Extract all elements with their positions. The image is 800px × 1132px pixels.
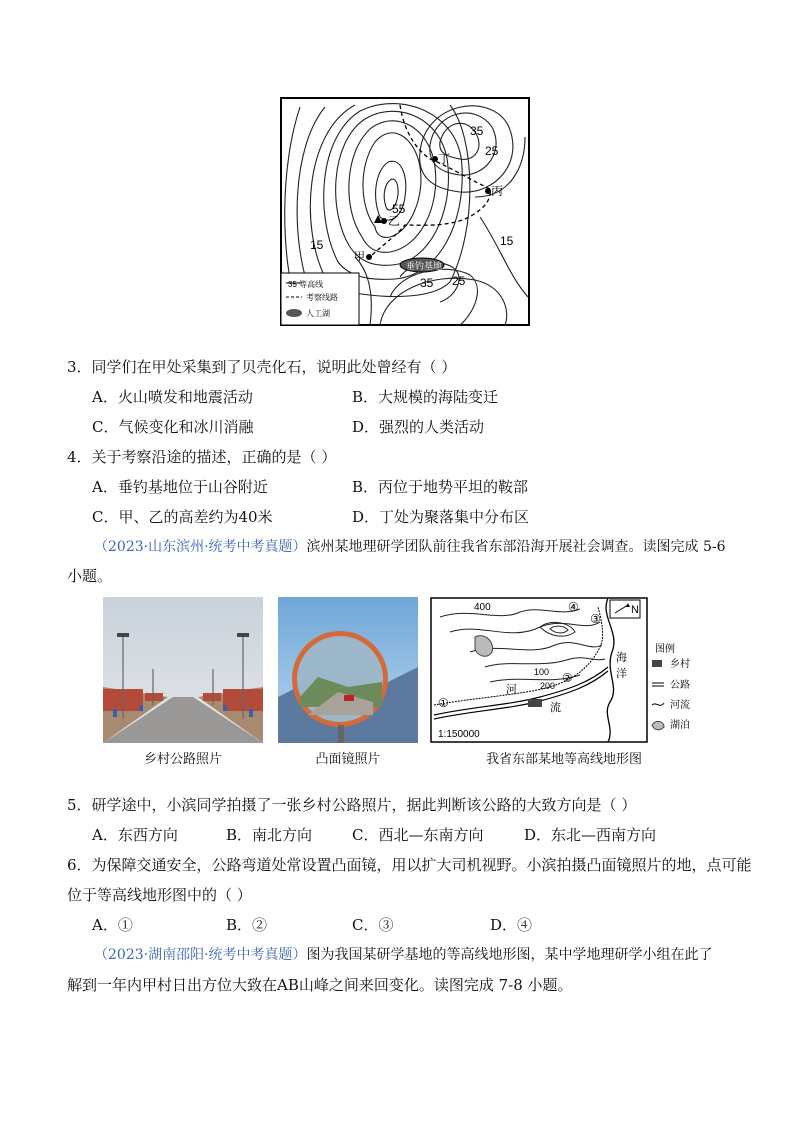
legend-village: 乡村 [670, 659, 690, 670]
intro-5-6 [94, 537, 726, 557]
contour-label: 25 [485, 144, 499, 158]
contour-label: 55 [392, 202, 406, 216]
contour-map-2 [430, 597, 698, 743]
question-4 [67, 447, 336, 467]
legend-river: 河流 [670, 700, 690, 711]
contour-label: 15 [310, 238, 324, 252]
intro-7-8-cont: 解到一年内甲村日出方位大致在AB山峰之间来回变化。读图完成 7-8 小题。 [67, 976, 573, 994]
point-label-bing: 丙 [491, 184, 504, 198]
point-4: ④ [568, 600, 579, 614]
scale-label: 1:150000 [438, 729, 480, 740]
question-text: 同学们在甲处采集到了贝壳化石，说明此处曾经有（ ） [91, 358, 457, 376]
option-4d[interactable]: D．丁处为聚落集中分布区 [352, 508, 530, 526]
option-4b[interactable]: B．丙位于地势平坦的鞍部 [352, 478, 529, 496]
point-label-jia: 甲 [354, 251, 365, 263]
option-6a[interactable]: A．① [92, 916, 133, 934]
option-3b[interactable]: B．大规模的海陆变迁 [352, 388, 499, 406]
source-tag: （2023·山东滨州·统考中考真题） [94, 539, 307, 555]
option-4c[interactable]: C．甲、乙的高差约为40米 [92, 508, 273, 526]
contour-label: 15 [500, 234, 514, 248]
option-5c[interactable]: C．西北—东南方向 [352, 826, 484, 844]
intro-5-6-cont: 小题。 [67, 567, 113, 585]
question-text: 为保障交通安全，公路弯道处常设置凸面镜，用以扩大司机视野。小滨拍摄凸面镜照片的地，点可能 [91, 856, 752, 874]
rural-road-photo [103, 597, 263, 743]
question-3 [67, 357, 456, 377]
contour-label: 25 [452, 274, 466, 288]
option-5d[interactable]: D．东北—西南方向 [524, 826, 657, 844]
legend-contour: 35 等高线 [288, 280, 324, 289]
source-tag: （2023·湖南邵阳·统考中考真题） [94, 947, 307, 963]
option-5b[interactable]: B．南北方向 [226, 826, 313, 844]
legend-title: 图例 [655, 644, 675, 655]
sea-label: 洋 [616, 668, 627, 680]
question-6 [67, 855, 752, 875]
contour-100: 100 [534, 667, 550, 677]
legend-lake: 湖泊 [670, 720, 690, 731]
question-number: 3． [67, 358, 92, 376]
intro-7-8 [94, 945, 713, 965]
river-label: 流 [550, 702, 561, 714]
north-label: N [631, 604, 639, 616]
convex-mirror-photo [278, 597, 418, 743]
intro-text: 图为我国某研学基地的等高线地形图，某中学地理研学小组在此了 [306, 947, 713, 963]
legend-route: 考察线路 [306, 293, 338, 302]
caption-mirror: 凸面镜照片 [315, 752, 381, 767]
question-5 [67, 795, 636, 815]
option-3d[interactable]: D．强烈的人类活动 [352, 418, 485, 436]
question-text: 关于考察沿途的描述，正确的是（ ） [91, 448, 337, 466]
option-3a[interactable]: A．火山喷发和地震活动 [92, 388, 253, 406]
legend-lake: 人工湖 [306, 309, 330, 318]
contour-label: 35 [470, 124, 484, 138]
sea-label: 海 [616, 652, 627, 664]
point-label-yi: 乙 [388, 214, 401, 228]
lake-label: 垂钓基地 [406, 261, 443, 271]
option-4a[interactable]: A．垂钓基地位于山谷附近 [92, 478, 268, 496]
contour-label: 35 [420, 276, 434, 290]
contour-map-1 [280, 97, 530, 326]
question-number: 5． [67, 796, 92, 814]
caption-map: 我省东部某地等高线地形图 [485, 752, 642, 767]
river-label: 河 [506, 684, 517, 696]
question-6-cont: 位于等高线地形图中的（ ） [67, 886, 252, 904]
contour-400: 400 [474, 602, 491, 613]
option-6b[interactable]: B．② [226, 916, 268, 934]
point-label-ding: 丁 [438, 152, 451, 166]
option-5a[interactable]: A．东西方向 [92, 826, 178, 844]
legend-road: 公路 [670, 680, 690, 691]
point-2: ② [562, 671, 573, 685]
option-3c[interactable]: C．气候变化和冰川消融 [92, 418, 254, 436]
caption-road: 乡村公路照片 [143, 752, 222, 767]
question-text: 研学途中，小滨同学拍摄了一张乡村公路照片，据此判断该公路的大致方向是（ ） [91, 796, 637, 814]
contour-200: 200 [540, 681, 556, 691]
intro-text: 滨州某地理研学团队前往我省东部沿海开展社会调查。读图完成 5-6 [306, 539, 726, 555]
question-number: 6． [67, 856, 92, 874]
question-number: 4． [67, 448, 92, 466]
option-6c[interactable]: C．③ [352, 916, 394, 934]
option-6d[interactable]: D．④ [490, 916, 533, 934]
point-3: ③ [590, 612, 601, 626]
point-1: ① [438, 696, 449, 710]
